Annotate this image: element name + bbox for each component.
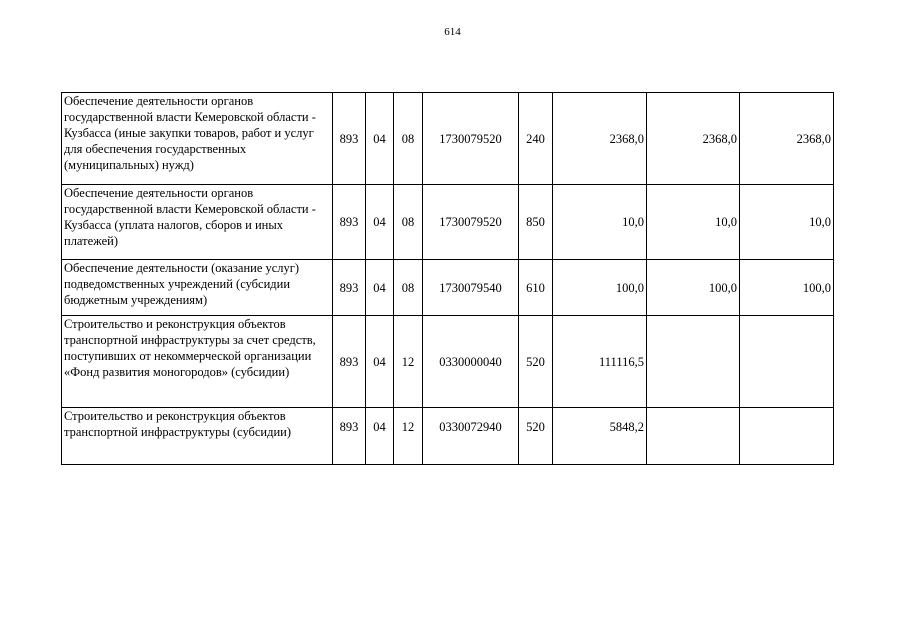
- target-article-code: 1730079540: [423, 260, 519, 316]
- amount-year-3: [740, 408, 834, 465]
- section-code: 04: [366, 260, 394, 316]
- expense-type-code: 850: [519, 185, 553, 260]
- target-article-code: 1730079520: [423, 185, 519, 260]
- expense-type-code: 240: [519, 93, 553, 185]
- amount-year-2: 10,0: [647, 185, 740, 260]
- amount-year-1: 10,0: [553, 185, 647, 260]
- amount-year-2: [647, 316, 740, 408]
- amount-year-1: 2368,0: [553, 93, 647, 185]
- row-description: Обеспечение деятельности (оказание услуг) подведомственных учреждений (субсидии бюджетным учреждениям): [62, 260, 333, 316]
- amount-year-3: [740, 316, 834, 408]
- amount-year-3: 100,0: [740, 260, 834, 316]
- expense-type-code: 610: [519, 260, 553, 316]
- subsection-code: 12: [394, 408, 423, 465]
- amount-year-2: 2368,0: [647, 93, 740, 185]
- row-description: Строительство и реконструкция объектов транспортной инфраструктуры (субсидии): [62, 408, 333, 465]
- expense-type-code: 520: [519, 316, 553, 408]
- table-row: [62, 93, 834, 185]
- subsection-code: 08: [394, 185, 423, 260]
- amount-year-3: 2368,0: [740, 93, 834, 185]
- section-code: 04: [366, 185, 394, 260]
- ministry-code: 893: [333, 93, 366, 185]
- ministry-code: 893: [333, 185, 366, 260]
- subsection-code: 08: [394, 260, 423, 316]
- expense-type-code: 520: [519, 408, 553, 465]
- row-description: Строительство и реконструкция объектов транспортной инфраструктуры за счет средств, поступивших от некоммерческой организации «Фонд развития моногородов» (субсидии): [62, 316, 333, 408]
- amount-year-2: [647, 408, 740, 465]
- ministry-code: 893: [333, 408, 366, 465]
- amount-year-1: 111116,5: [553, 316, 647, 408]
- target-article-code: 0330072940: [423, 408, 519, 465]
- section-code: 04: [366, 316, 394, 408]
- amount-year-2: 100,0: [647, 260, 740, 316]
- table-row: [62, 260, 834, 316]
- target-article-code: 0330000040: [423, 316, 519, 408]
- subsection-code: 12: [394, 316, 423, 408]
- page-number: 614: [444, 26, 461, 38]
- row-description: Обеспечение деятельности органов государственной власти Кемеровской области - Кузбасса (иные закупки товаров, работ и услуг для обеспечения государственных (муниципальных) нужд): [62, 93, 333, 185]
- ministry-code: 893: [333, 260, 366, 316]
- table-row: [62, 408, 834, 465]
- section-code: 04: [366, 408, 394, 465]
- amount-year-3: 10,0: [740, 185, 834, 260]
- amount-year-1: 100,0: [553, 260, 647, 316]
- budget-table: [61, 92, 834, 465]
- ministry-code: 893: [333, 316, 366, 408]
- table-row: [62, 316, 834, 408]
- table-row: [62, 185, 834, 260]
- subsection-code: 08: [394, 93, 423, 185]
- target-article-code: 1730079520: [423, 93, 519, 185]
- row-description: Обеспечение деятельности органов государственной власти Кемеровской области - Кузбасса (уплата налогов, сборов и иных платежей): [62, 185, 333, 260]
- amount-year-1: 5848,2: [553, 408, 647, 465]
- section-code: 04: [366, 93, 394, 185]
